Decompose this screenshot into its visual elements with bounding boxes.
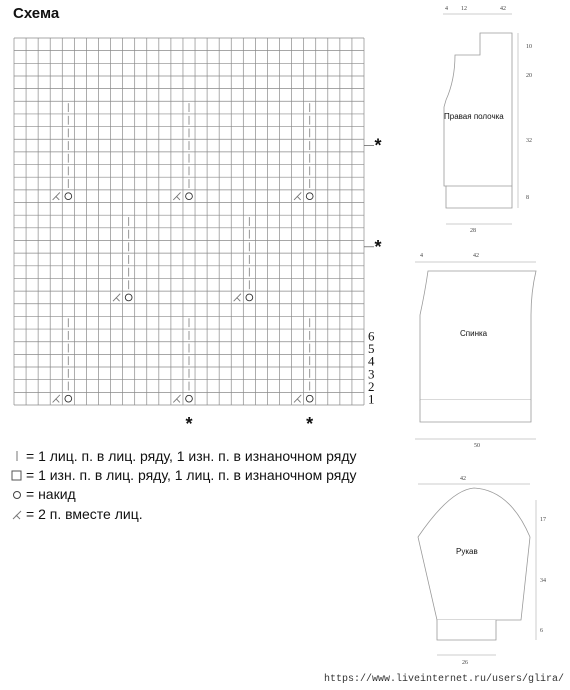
row-number: 6 — [368, 328, 375, 344]
sleeve-dim-cuff: 6 — [540, 628, 543, 634]
front-dim-neck-depth: 10 — [526, 44, 532, 50]
legend-knit-text: = 1 лиц. п. в лиц. ряду, 1 изн. п. в изнаночном ряду — [26, 448, 357, 464]
row-number: 3 — [368, 366, 375, 382]
front-dim-neck-offset: 4 — [445, 6, 448, 12]
front-label: Правая полочка — [444, 112, 504, 121]
k2tog-symbol-tail — [297, 399, 301, 403]
sleeve-dim-length: 34 — [540, 578, 546, 584]
legend-yo-text: = накид — [26, 486, 76, 502]
k2tog-icon — [10, 506, 24, 522]
yarn-over-symbol — [65, 193, 72, 200]
row-number: 2 — [368, 379, 375, 395]
yarn-over-symbol — [246, 294, 253, 301]
yarn-over-symbol — [125, 294, 132, 301]
source-url: https://www.liveinternet.ru/users/glira/ — [323, 674, 564, 685]
yarn-over-symbol — [306, 193, 313, 200]
yarn-over-symbol — [306, 395, 313, 402]
row-number: 1 — [368, 391, 375, 407]
legend-purl — [10, 467, 357, 483]
sleeve-dim-cap: 17 — [540, 517, 546, 523]
k2tog-symbol-tail — [237, 297, 241, 301]
back-dim-bottom: 50 — [474, 443, 480, 449]
yarn-over-icon — [10, 486, 24, 502]
back-dim-width: 42 — [473, 253, 479, 259]
legend-k2tog-text: = 2 п. вместе лиц. — [26, 506, 143, 522]
sleeve-label: Рукав — [456, 547, 478, 556]
legend-yo — [10, 486, 76, 502]
sleeve-dim-top: 42 — [460, 476, 466, 482]
front-dim-rib: 8 — [526, 195, 529, 201]
marker-asterisk-upper: * — [374, 135, 382, 156]
legend-knit — [10, 448, 357, 464]
yarn-over-symbol — [186, 395, 193, 402]
front-dim-shoulder: 12 — [461, 6, 467, 12]
k2tog-symbol-tail — [56, 399, 60, 403]
row-number: 5 — [368, 341, 375, 357]
sleeve-dim-bottom: 26 — [462, 660, 468, 666]
legend-purl-text: = 1 изн. п. в лиц. ряду, 1 лиц. п. в изнаночном ряду — [26, 467, 357, 483]
yarn-over-symbol — [186, 193, 193, 200]
k2tog-symbol-tail — [56, 196, 60, 200]
k2tog-symbol-tail — [116, 297, 120, 301]
marker-asterisk-bottom-left: * — [185, 414, 193, 434]
marker-asterisk-middle: * — [374, 236, 382, 257]
front-dim-armhole: 20 — [526, 73, 532, 79]
back-dim-offset: 4 — [420, 253, 423, 259]
back-label: Спинка — [460, 329, 488, 338]
front-dim-bottom: 28 — [470, 228, 476, 234]
k2tog-symbol-tail — [176, 196, 180, 200]
legend-k2tog — [10, 506, 143, 522]
sleeve-cuff — [437, 620, 496, 640]
yarn-over-symbol — [65, 395, 72, 402]
back-rib — [420, 400, 531, 422]
front-dim-body: 32 — [526, 138, 532, 144]
k2tog-symbol-tail — [176, 399, 180, 403]
knit-stitch-icon — [10, 448, 24, 464]
k2tog-symbol-tail — [297, 196, 301, 200]
purl-square-icon — [10, 467, 24, 483]
row-number: 4 — [368, 353, 375, 369]
chart-title: Схема — [13, 5, 60, 22]
front-dim-width: 42 — [500, 6, 506, 12]
marker-asterisk-bottom-right: * — [306, 414, 314, 434]
